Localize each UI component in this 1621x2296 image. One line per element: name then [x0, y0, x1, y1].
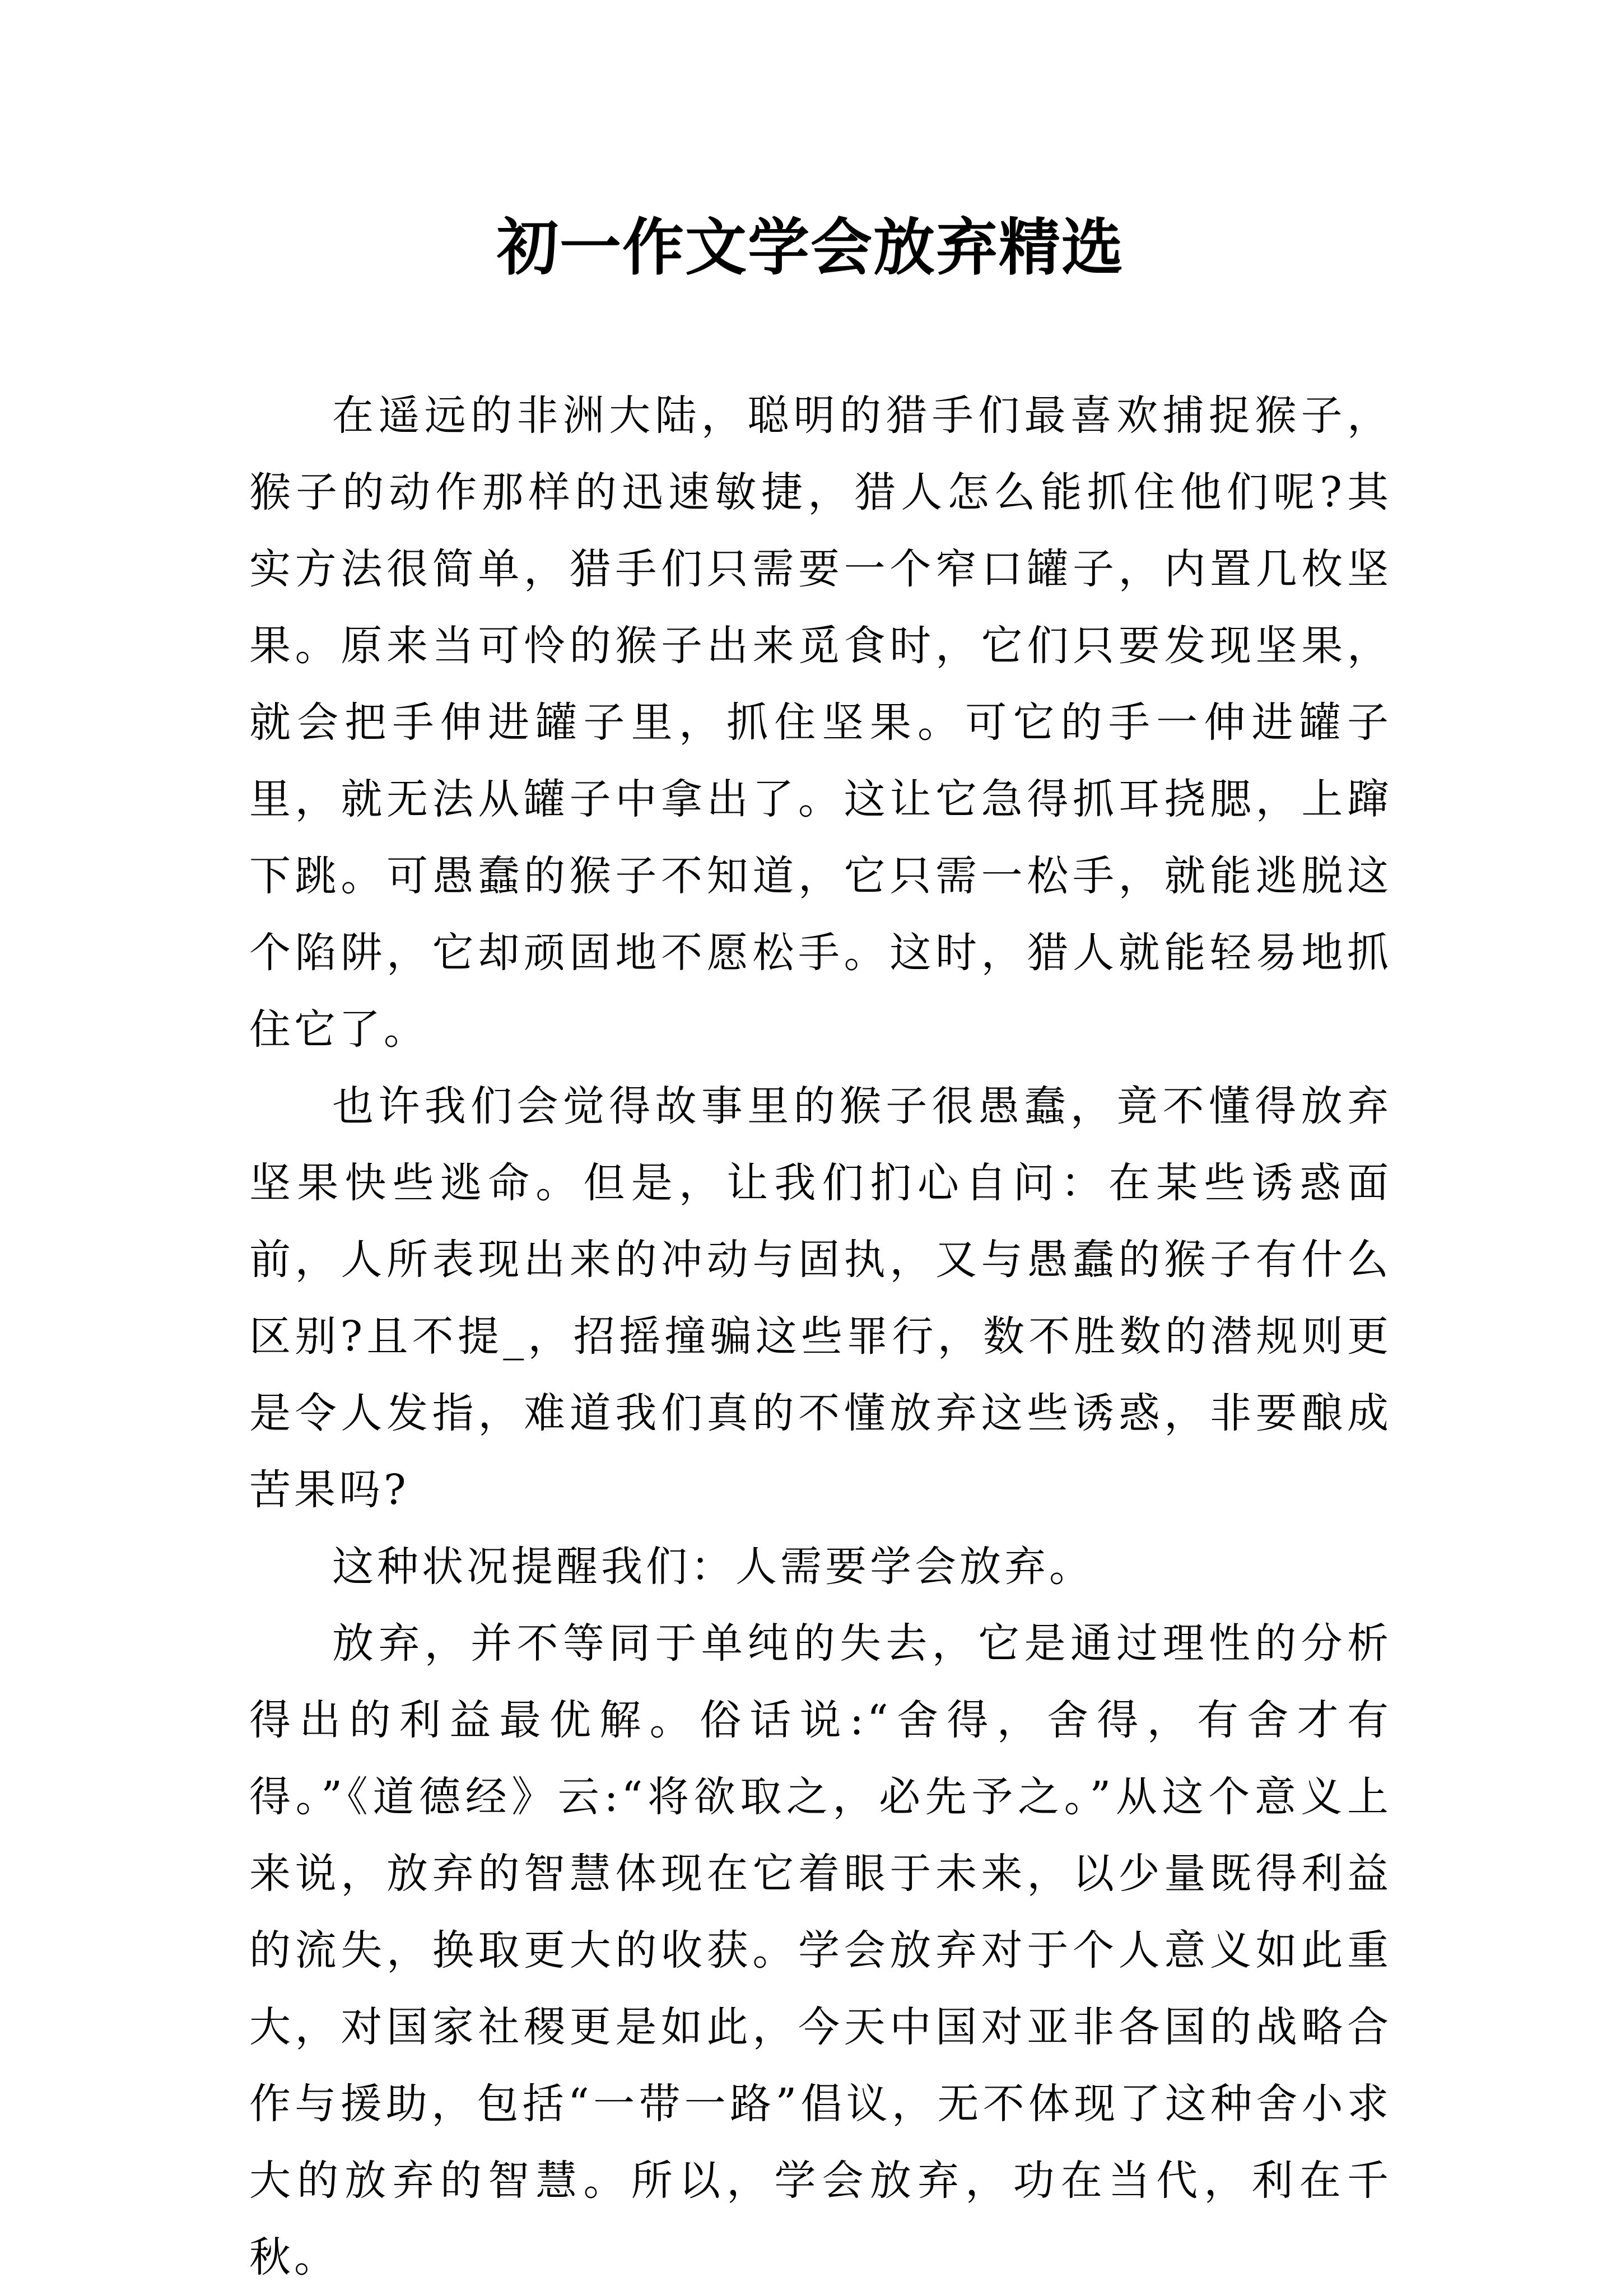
paragraph-3: 这种状况提醒我们：人需要学会放弃。 [332, 1543, 1094, 1591]
document-title: 初一作文学会放弃精选 [497, 211, 1124, 283]
document-body [249, 378, 1392, 2296]
paragraph-1: 在遥远的非洲大陆，聪明的猎手们最喜欢捕捉猴子，猴子的动作那样的迅速敏捷，猎人怎么能抓住他们呢?其实方法很简单，猎手们只需要一个窄口罐子，内置几枚坚果。原来当可怜的猴子出来觅食时，它们只要发现坚果，就会把手伸进罐子里，抓住坚果。可它的手一伸进罐子里，就无法从罐子中拿出了。这让它急得抓耳挠腮，上蹿下跳。可愚蠢的猴子不知道，它只需一松手，就能逃脱这个陷阱，它却顽固地不愿松手。这时，猎人就能轻易地抓住它了。 [249, 392, 1392, 1054]
paragraph-4: 放弃，并不等同于单纯的失去，它是通过理性的分析得出的利益最优解。俗话说:“舍得，舍得，有舍才有得。”《道德经》云:“将欲取之，必先予之。”从这个意义上来说，放弃的智慧体现在它着眼于未来，以少量既得利益的流失，换取更大的收获。学会放弃对于个人意义如此重大，对国家社稷更是如此，今天中国对亚非各国的战略合作与援助，包括“一带一路”倡议，无不体现了这种舍小求大的放弃的智慧。所以，学会放弃，功在当代，利在千秋。 [249, 1619, 1392, 2281]
paragraph-2: 也许我们会觉得故事里的猴子很愚蠢，竟不懂得放弃坚果快些逃命。但是，让我们扪心自问：在某些诱惑面前，人所表现出来的冲动与固执，又与愚蠢的猴子有什么区别?且不提_，招摇撞骗这些罪行，数不胜数的潜规则更是令人发指，难道我们真的不懂放弃这些诱惑，非要酿成苦果吗? [249, 1082, 1392, 1514]
